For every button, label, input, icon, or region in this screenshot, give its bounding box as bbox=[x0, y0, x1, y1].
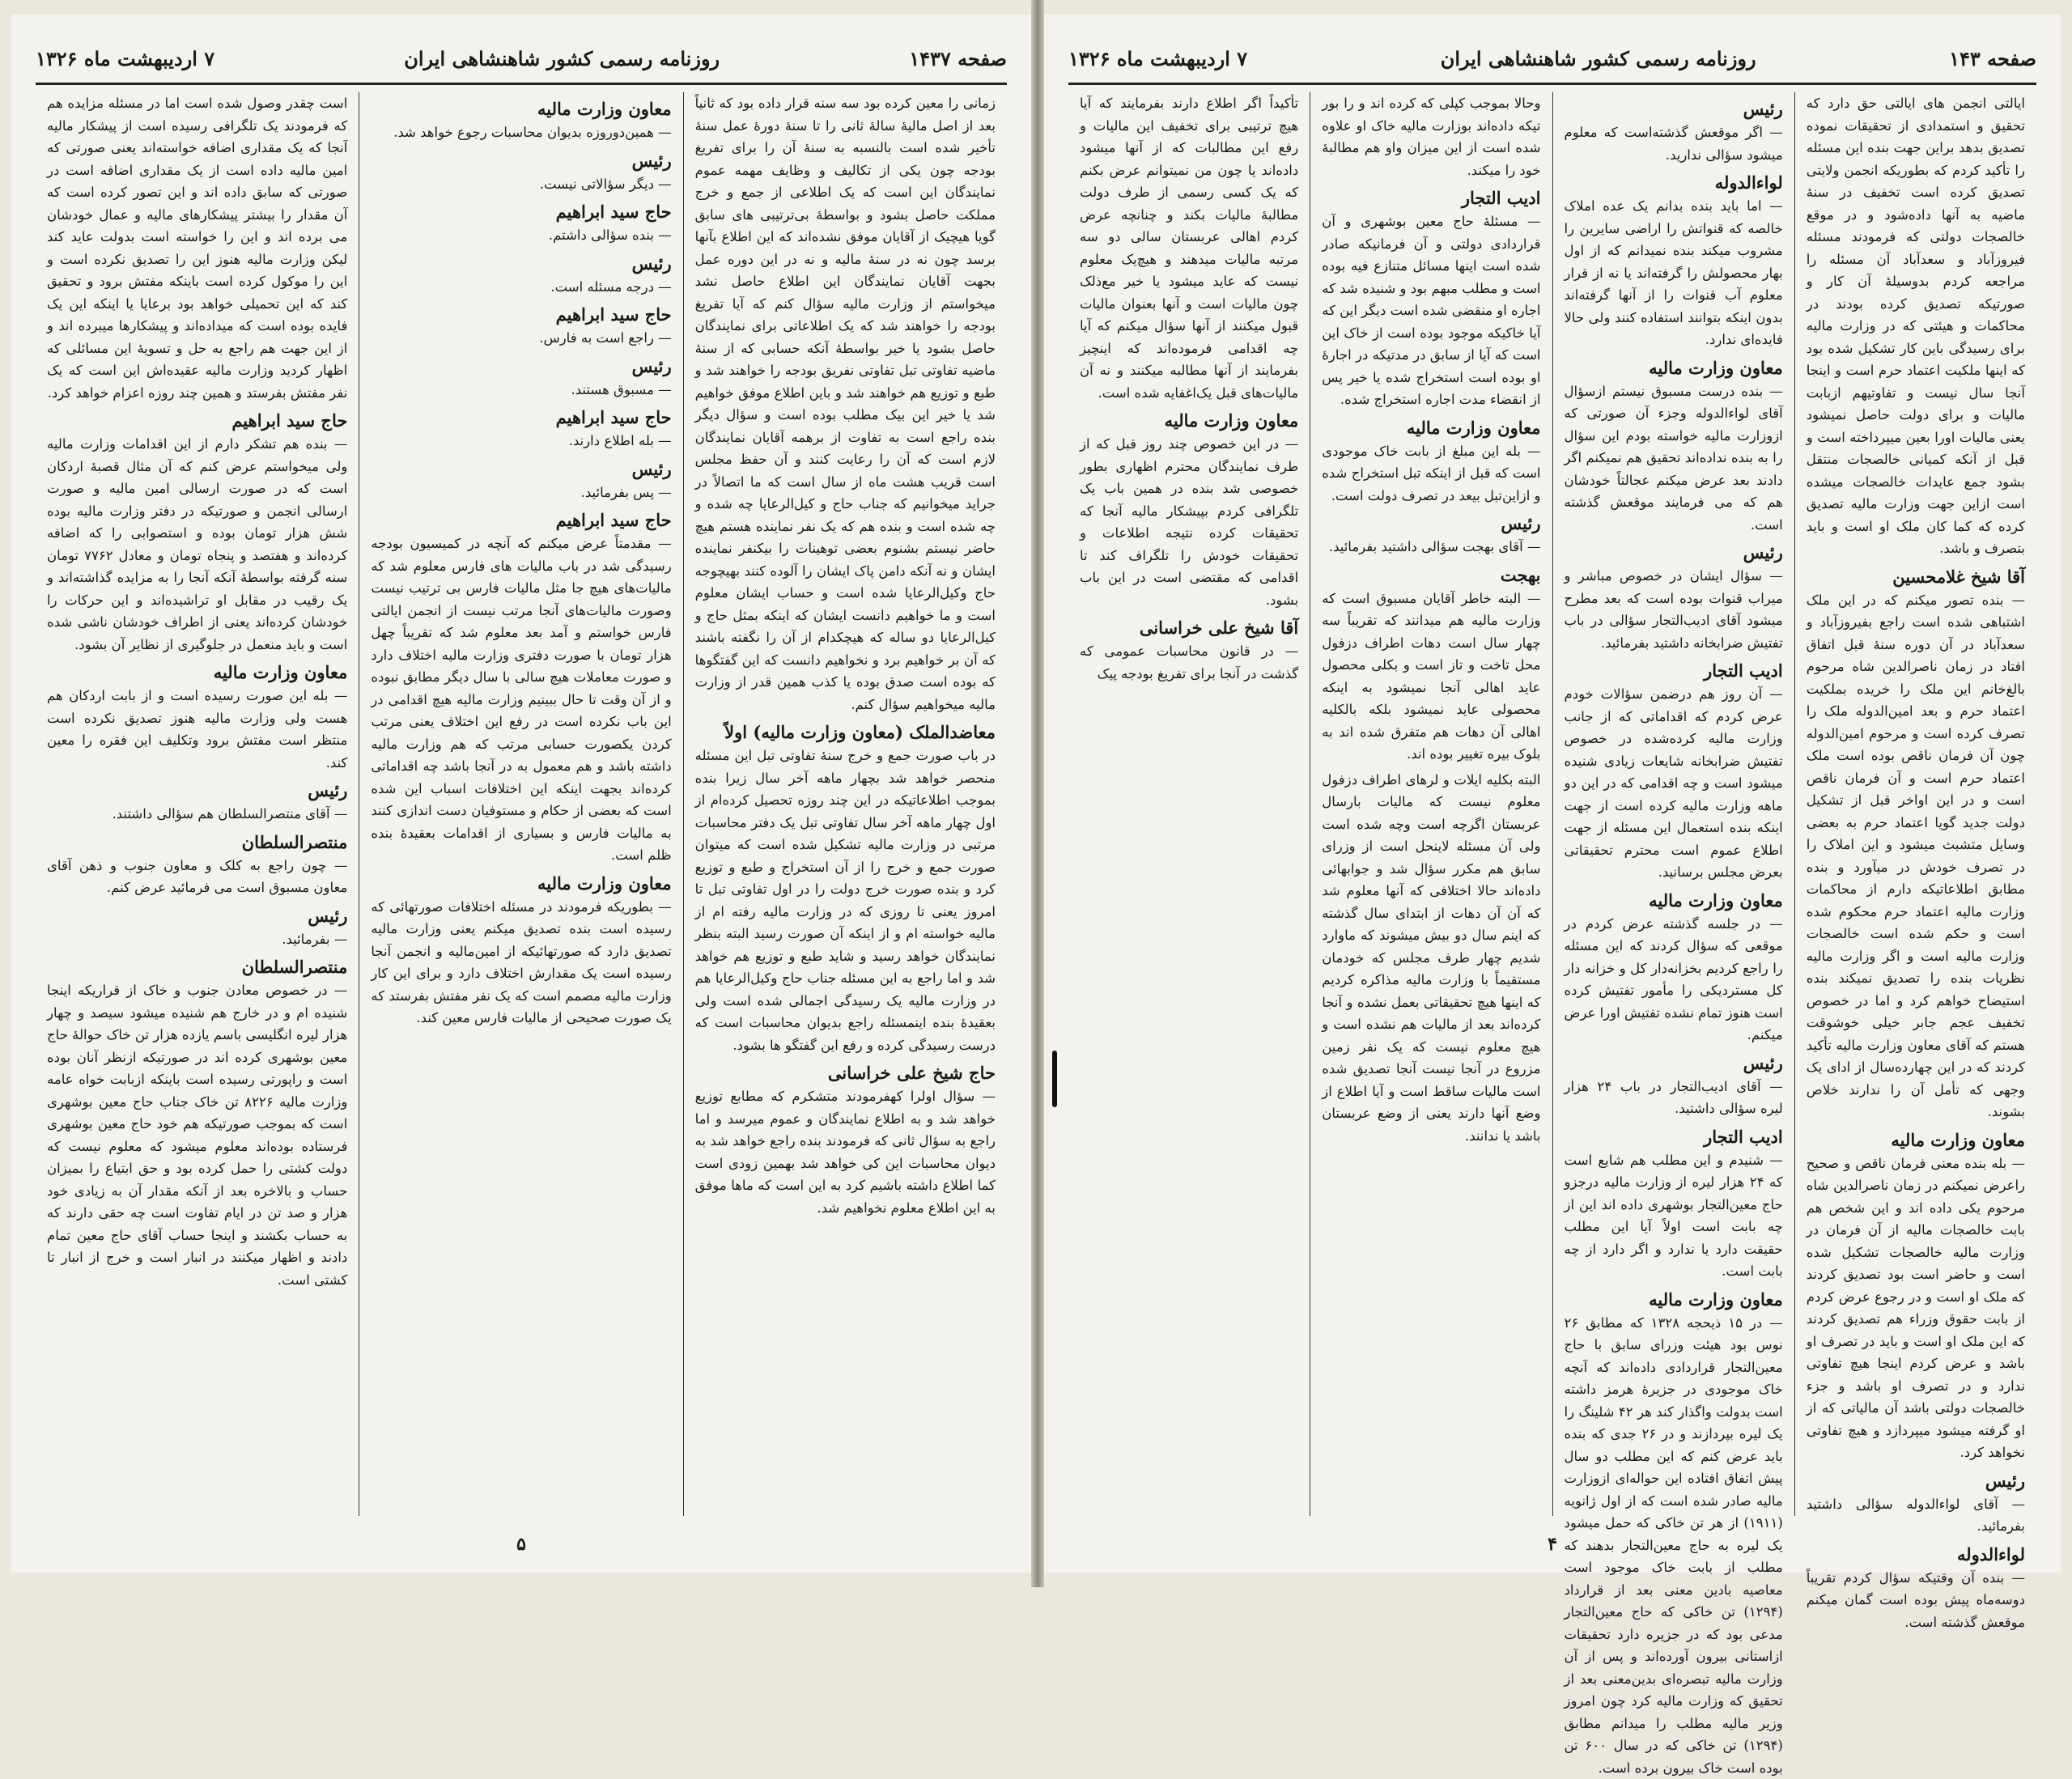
speaker-name: رئیس bbox=[1322, 512, 1540, 536]
paragraph-text: وحالا بموجب کپلی که کرده اند و را بور تیکه داده‌اند بوزارت مالیه خاک او علاوه شده است از این میزان واو هم مطالبهٔ خود را میکند. bbox=[1322, 92, 1540, 181]
speaker-name: رئیس bbox=[371, 457, 671, 482]
right-column-4 bbox=[1068, 92, 1310, 1516]
paragraph-text: — سؤال ایشان در خصوص مباشر و میراب قنوات بوده است که بعد مطرح میشود آقای ادیب‌التجار سؤالی در باب تفتیش ضرابخانه داشتید بفرمائید. bbox=[1565, 565, 1783, 654]
speaker-name: معاون وزارت مالیه bbox=[1080, 409, 1298, 433]
speaker-name: رئیس bbox=[371, 355, 671, 379]
paragraph-text: — در ۱۵ ذیحجه ۱۳۲۸ که مطابق ۲۶ نوس بود هیئت وزرای سابق با حاج معین‌التجار قراردادی داده‌اند که آنچه خاک موجودی در جزیرهٔ هرمز داشته است بدولت واگذار کند هر ۴۲ شلینگ را یک لیره بپردازند و در ۲۶ جدی که بنده باید عرض کنم که این مطلب دو سال پیش اتفاق افتاده این حواله‌ای ازوزارت مالیه صادر شده است که از اول ژانویه (۱۹۱۱) از هر تن خاکی که حمل میشود یک لیره به حاج معین‌التجار بدهند که مطلب از بابت خاک موجود است معاصیه بادین معنی بعد از قرارداد (۱۲۹۴) تن خاکی که حاج معین‌التجار مدعی بود که در جزیره دارد تحقیقات ازاستانی بیرون آورده‌اند و پس از آن وزارت مالیه تبصره‌ای بدین‌معنی بعد از تحقیق که وزارت مالیه کرد چون امروز وزیر مالیه مطلب را میدانم مطابق (۱۲۹۴) تن خاکی که در سال ۶۰۰ تن بوده است خاک بیرون برده است. bbox=[1565, 1312, 1783, 1779]
margin-ink-mark bbox=[1052, 1051, 1057, 1107]
speaker-name: معاون وزارت مالیه bbox=[47, 660, 347, 685]
paragraph-text: — بنده هم تشکر دارم از این اقدامات وزارت مالیه ولی میخواستم عرض کنم که آن مثال قصبهٔ اردکان است که در صورت ارسالی امین مالیه و صورت ارسالی انجمن و صورتیکه در دفتر وزارت مالیه بوده شش هزار تومان بوده و استصوابی را که اضافه کرده‌اند و هفتصد و پنجاه تومان و معادل ۷۷۶۲ تومان سنه گرفته بواسطهٔ آنکه آنجا را به مزایده گذاشته‌اند و یک رقیب در مقابل او تراشیده‌اند و این حرکات را خودشان کرده‌اند یعنی از اطراف خودشان ناشی شده است و باید منعمل در جلوگیری از نظایر آن بشود. bbox=[47, 433, 347, 656]
speaker-name: آقا شیخ علی خراسانی bbox=[1080, 616, 1298, 640]
speaker-name: منتصرالسلطان bbox=[47, 955, 347, 979]
speaker-name: معاون وزارت مالیه bbox=[1807, 1128, 2025, 1153]
right-newspaper-page bbox=[1044, 15, 2061, 1573]
paragraph-text: — در خصوص معادن جنوب و خاک از قراریکه اینجا شنیده ام و در خارج هم شنیده میشود سیصد و چهار هزار لیره انگلیسی باسم یازده هزار تن خاک حوالهٔ حاج معین بوشهری کرده اند در صورتیکه ازنظر آنان بوده است و راپورتی رسیده است باینکه ازبابت خواه عامه وزارت مالیه ۸۲۲۶ تن خاک جناب حاج معین بوشهری است که بموجب صورتیکه هم خود حاج معین بوشهری فرستاده بوده‌اند معلوم میشود که معلوم نیست که دولت کشتی را حمل کرده بود و حق ابتیاع را بمیزان حساب و بالاخره بعد از آنکه مقدار آن به زیادی خود هزار و صد تن در ایام تفاوت است چه حقی دارند که به حساب بکشند و اینجا حساب آقای حاج معین تمام دادند و اظهار میکنند در انبار است و خرج از انبار تا کشتی است. bbox=[47, 979, 347, 1291]
paragraph-text: تأکیداً اگر اطلاع دارند بفرمایند که آیا هیچ ترتیبی برای تخفیف این مالیات و رفع این مطالبات که از آنها میشود داده‌اند یا چون من نمیتوانم عرض بکنم که یک کسی رسمی از طرف دولت مطالبهٔ مالیات بکند و چنانچه عرض کردم اهالی عربستان سالی دو سه مرتبه مالیات میدهند و هیچ‌یک معلوم نیست که عاید میشود یا خیر مع‌ذلک چون مالیات است و آنها بعنوان مالیات قبول میکنند از آنها سؤال میکنم که آیا چه اقدامی فرموده‌اند که اینچیز بفرمایند از آنها مطالبه میکنند و نه آن مالیات‌های قبل یک‌اغفایه شده است. bbox=[1080, 92, 1298, 404]
speaker-name: رئیس bbox=[1565, 541, 1783, 565]
speaker-name: منتصرالسلطان bbox=[47, 830, 347, 855]
speaker-name: رئیس bbox=[371, 149, 671, 173]
paragraph-text: — راجع است به فارس. bbox=[371, 327, 671, 350]
speaker-name: رئیس bbox=[1807, 1469, 2025, 1493]
paragraph-text: — بله اطلاع دارند. bbox=[371, 430, 671, 452]
speaker-name: معاون وزارت مالیه bbox=[371, 872, 671, 896]
speaker-name: معاون وزارت مالیه bbox=[371, 97, 671, 121]
speaker-name: رئیس bbox=[1565, 1051, 1783, 1076]
right-header-rule bbox=[1068, 83, 2036, 85]
paragraph-text: — شنیدم و این مطلب هم شایع است که ۲۴ هزار لیره از وزارت مالیه درجزو حاج معین‌التجار بوشهری داده اند این از چه بابت است اولاً آیا این مطلب حقیقت دارد یا ندارد و اگر دارد از چه بابت است. bbox=[1565, 1149, 1783, 1283]
speaker-name: حاج سید ابراهیم bbox=[371, 508, 671, 533]
speaker-name: رئیس bbox=[47, 904, 347, 928]
paragraph-text: — آقای لواء‌الدوله سؤالی داشتید بفرمائید. bbox=[1807, 1493, 2025, 1538]
paragraph-text: — بطوریکه فرمودند در مسئله اختلافات صورتهائی که رسیده است بنده تصدیق میکنم یعنی وزارت مالیه تصدیق دارد که صورتهائیکه از امین‌مالیه و انجمن آنجا رسیده است یک مقدارش اختلاف دارد و برای این کار وزارت مالیه مصمم است که یک نفر مفتش بفرستد که یک صورت صحیحی از مالیات فارس معین کند. bbox=[371, 896, 671, 1030]
speaker-name: لواء‌الدوله bbox=[1807, 1543, 2025, 1567]
speaker-name: معاون وزارت مالیه bbox=[1565, 1288, 1783, 1312]
speaker-name: رئیس bbox=[371, 252, 671, 276]
speaker-name: ادیب التجار bbox=[1322, 186, 1540, 210]
paragraph-text: — بنده آن وقتیکه سؤال کردم تقریباً دوسه‌ماه پیش بوده است گمان میکنم موقعش گذشته است. bbox=[1807, 1567, 2025, 1634]
right-column-3 bbox=[1310, 92, 1552, 1516]
paragraph-text: — دیگر سؤالاتی نیست. bbox=[371, 173, 671, 196]
paragraph-text: — بله بنده معنی فرمان ناقص و صحیح راعرض نمیکنم در زمان ناصرالدین شاه مرحوم یکی داده اند و این شخص هم بابت خالصجات مالیه از آن فرمان در وزارت مالیه خالصجات تشکیل شده است و حاضر است بود تصدیق کردند که ملک او است و در رجوع عرض کردم از بابت حقوق وزراء هم تصدیق کردند که این ملک او است و باید در تصرف او باشد و عرض کردم اینجا هیچ تفاوتی ندارد و در تصرف او باشد و جزء خالصجات دولتی باشد آن مالیاتی که از او گرفته میشود میپردازد و هیچ تفاوتی نخواهد کرد. bbox=[1807, 1153, 2025, 1464]
speaker-name: حاج سید ابراهیم bbox=[371, 200, 671, 224]
right-column-2 bbox=[1552, 92, 1794, 1516]
left-column-2 bbox=[359, 92, 682, 1516]
speaker-name: لواء‌الدوله bbox=[1565, 171, 1783, 195]
paragraph-text: در باب صورت جمع و خرج سنهٔ تفاوتی تبل این مسئله منحصر خواهد شد بچهار ماهه آخر سال زیرا بنده بموجب اطلاعاتیکه در این چند روزه تحصیل کرده‌ام از اول چهار ماهه آخر سال تفاوتی تبل یک دفتر محاسبات مرتبی در وزارت مالیه تشکیل شده است که میتوان صورت جمع و خرج را از آن استخراج و طبع و توزیع کرد و بنده صورت خرج دولت را در اول تفاوتی تبل تا امروز یعنی تا روزی که در وزارت مالیه رفته ام از مالیه خواسته ام و از اینکه آن صورت رسید البته بنظر نمایندگان خواهد رسید و شاید طبع و توزیع هم خواهد شد و اما راجع به این مسئله جناب حاج وکیل‌الرعایا هم در وزارت مالیه یک رسیدگی اجمالی شده است ولی بعقیدهٔ بنده اینمسئله راجع بدیوان محاسبات است که درست رسیدگی کرده و رفع این گفتگو ها بشود. bbox=[695, 745, 996, 1056]
paragraph-text: — اما باید بنده بدانم یک عده املاک خالصه که قنواتش را اراضی سایرین را مشروب میکند بنده نمیدانم که از اول بهار محصولش را گرفته‌اند یا نه از قرار معلوم آب قنوات را از آنها گرفته‌اند بدون اینکه بتوانند استفاده کنند ولی حالا فایده‌ای ندارد. bbox=[1565, 195, 1783, 351]
left-header-rule bbox=[36, 83, 1007, 85]
paragraph-text: زمانی را معین کرده بود سه سنه قرار داده بود که ثانیاً بعد از اصل مالیهٔ سالهٔ ثانی را تا سنهٔ دورهٔ عمل سنهٔ تأخیر شده است بالنسبه به سنهٔ آن را برای تفریغ بودجه چون یکی از تکالیف و وظایف مهمه عموم نمایندگان این است که یک اطلاعی از جمع و خرج مملکت حاصل بشود و بواسطهٔ بی‌ترتیبی های سابق گویا هیچیک از آقایان موفق نشده‌اند که این اطلاع بآنها برسد چون نه در سنهٔ مالیه و نه در این دوره عمل بجهت آقایان نمایندگان این اطلاع حاصل نشد میخواستم از وزارت مالیه سؤال کنم که آیا تفریغ بودجه را خواهند شد که یک اطلاعاتی برای نمایندگان حاصل بشود یا خیر بواسطهٔ آنکه حسابی که از سنهٔ ماضیه تفاوتی تبل تفاوتی نفریق بودجه را خواهند شد و طبع و توزیع هم خواهند شد و باین اطلاع موفق خواهیم شد یا خیر این بیک مطلب بوده است و سؤال دیگر بنده راجع است به تفاوت از برهمه آقایان نمایندگان لازم است که آن را رعایت کنند و آن حفظ مجلس است قریب هشت ماه از سال است که ما اتصالاً در جراید میخوانیم که جناب حاج و کیل‌الرعایا چه شده و چه شده است و بنده هم که یک نفر نماینده هستم هیچ حاضر نیستم بشنوم بعضی توهینات را بیکنفر نماینده ایشان و نه آنکه دامن پاک ایشان را آلوده کنند بهیچوجه حاج وکیل‌الرعایا شده است و حساب ایشان معلوم است و ما خواهیم دانست ایشان که اینکه بمثل حاج و کیل‌الرعایا دو ساله که هیچکدام از آن را نگفته باشند که آن بر خواهیم برد و نخواهیم دانست که این گفتگوها که بوده است صدق بوده یا کذب همین قدر از وزارت مالیه میخواهیم سؤال کنم. bbox=[695, 92, 996, 715]
paragraph-text: — البته خاطر آقایان مسبوق است که وزارت مالیه هم میدانند که تقریباً سه چهار سال است دهات اطراف دزفول محل تاخت و تاز است و بکلی محصول عاید اهالی آنجا نمیشود به اینکه محصولی عاید نمیشود بلکه بالکلیه اهالی آن دهات هم متفرق شده اند به بلوک بیره تغییر بوده اند. bbox=[1322, 588, 1540, 766]
paragraph-text: — همین‌دوروزه بدیوان محاسبات رجوع خواهد شد. bbox=[371, 121, 671, 144]
paragraph-text: است چقدر وصول شده است اما در مسئله مزایده هم که فرمودند یک تلگرافی رسیده است از پیشکار مالیه آنجا که یک مقداری اضافه خواسته‌اند یعنی صورتی که امین مالیه داده است از یک مقداری اضافه است در صورتی که سابق داده اند و این تصور کرده است که آن مقدار را بیشتر پیشکارهای مالیه و عمال خودشان می برده اند و این را خواسته است بدولت عاید کند لیکن وزارت مالیه هنوز این را تصدیق نکرده است و این را موکول کرده است باینکه مفتش برود و تحقیق کند که این تحمیلی خواهد بود برعایا یا اینکه این یک فایده بوده است که میداده‌اند و پیشکارها میبرده اند و از این جهت هم راجع به حل و تسویهٔ این مسائلی که اظهار کردید وزارت مالیه عقیده‌اش این است که یک نفر مفتش بفرستد و همین چند روزه اعزام خواهد کرد. bbox=[47, 92, 347, 404]
paragraph-text: — در قانون محاسبات عمومی که گذشت در آنجا برای تفریغ بودجه پیک‌ bbox=[1080, 640, 1298, 685]
paragraph-text: — آقای بهجت سؤالی داشتید بفرمائید. bbox=[1322, 536, 1540, 558]
paragraph-text: — سؤال اولرا کهفرمودند متشکرم که مطابع توزیع خواهد شد و به اطلاع نمایندگان و عموم میرسد و اما راجع به سؤال ثانی که فرمودند بنده راجع خواهد شد به دیوان محاسبات این کی خواهد شد بهمین زودی است کما اطلاع داشته باشیم کرد به این است که ماها موفق به این اطلاع معلوم نخواهیم شد. bbox=[695, 1085, 996, 1219]
paragraph-text: — در این خصوص چند روز قبل که از طرف نمایندگان محترم اظهاری بطور خصوصی شد بنده در همین باب یک تلگرافی کردم بپیشکار مالیه آنجا که تحقیقات کرده نتیجه اطلاعات و تحقیقات خودش را تلگراف کند تا اقدامی که مقتضی است در این باب بشود. bbox=[1080, 433, 1298, 611]
paragraph-text: — بنده درست مسبوق نیستم ازسؤال آقای لواء‌الدوله وجزء آن صورتی که ازوزارت مالیه خواسته بودم این سؤال را به بنده نداده‌اند تحقیق هم نمیکنم اگر دادند بعد عرض میکنم عجالتاً خودشان هم که می فرمایند موقعش گذشته است. bbox=[1565, 380, 1783, 537]
left-page-number: ۵ bbox=[11, 1534, 1031, 1555]
paragraph-text: — بنده سؤالی داشتم. bbox=[371, 224, 671, 247]
speaker-name: رئیس bbox=[1565, 97, 1783, 121]
right-page-title: روزنامه رسمی کشور شاهنشاهی ایران bbox=[1441, 47, 1756, 70]
left-page-label: صفحه ۱۴۳۷ bbox=[909, 47, 1007, 70]
left-page-date: ۷ اردیبهشت ماه ۱۳۲۶ bbox=[36, 47, 214, 70]
paragraph-text: — مسبوق هستند. bbox=[371, 379, 671, 401]
paragraph-text: — آقای ادیب‌التجار در باب ۲۴ هزار لیره سؤالی داشتید. bbox=[1565, 1076, 1783, 1120]
speaker-name: ادیب التجار bbox=[1565, 659, 1783, 683]
speaker-name: رئیس bbox=[47, 779, 347, 803]
speaker-name: معاضدالملک (معاون وزارت مالیه) اولاً bbox=[695, 720, 996, 745]
paragraph-text: — مسئلهٔ حاج معین بوشهری و آن قراردادی دولتی و آن فرمانیکه صادر شده است اینها مسائل متنازع فیه بوده است و مطلب مبهم بود و شنیده شد که اجاره او منقضی شده است دیگر این که آیا خاکیکه موجود بوده است از خاک این است که آیا از سابق در مدتیکه در اجارهٔ او بوده است استخراج شده یا خیر پس از انقضاء مدت اجاره استخراج شده. bbox=[1322, 210, 1540, 411]
speaker-name: معاون وزارت مالیه bbox=[1565, 356, 1783, 380]
speaker-name: حاج سید ابراهیم bbox=[371, 405, 671, 430]
right-page-date: ۷ اردیبهشت ماه ۱۳۲۶ bbox=[1068, 47, 1247, 70]
paragraph-text: — اگر موقعش گذشته‌است که معلوم میشود سؤالی ندارید. bbox=[1565, 121, 1783, 166]
paragraph-text: — در جلسه گذشته عرض کردم در موقعی که سؤال کردند که این مسئله را راجع کردیم بخزانه‌دار کل و خزانه دار کل مستردیکی را مأمور تفتیش کرده است هنوز تمام نشده تفتیش اورا عرض میکنم. bbox=[1565, 913, 1783, 1047]
paragraph-text: — بله این صورت رسیده است و از بابت اردکان هم هست ولی وزارت مالیه هنوز تصدیق نکرده است منتظر است مفتش برود وتکلیف این فقره را معین کند. bbox=[47, 685, 347, 774]
left-column-3 bbox=[36, 92, 359, 1516]
speaker-name: حاج سید ابراهیم bbox=[371, 303, 671, 327]
speaker-name: آقا شیخ غلامحسین bbox=[1807, 565, 2025, 589]
paragraph-text: — چون راجع به کلک و معاون جنوب و ذهن آقای معاون مسبوق است می فرمائید عرض کنم. bbox=[47, 855, 347, 899]
speaker-name: ادیب التجار bbox=[1565, 1125, 1783, 1149]
paragraph-text: ایالتی انجمن های ایالتی حق دارد که تحقیق و استمدادی از تحقیقات نموده تصدیق بدهد براین جهت بنده این مسئله را تأکید کردم که بطوریکه انجمن ولایتی تصدیق کرده است تخفیف در سنهٔ ماضیه به آنها داده‌شود و در موقع خالصجات دولتی که فرمودند مسئله فیروزآباد و سعدآباد آن مسئله را مراجعه کردم بدوسیلهٔ آن کار و صورتیکه تصدیق کرده بودند در محاکمات و هیئتی که در وزارت مالیه برای رسیدگی باین کار تشکیل شده بود که اینها ملکیت اعتماد حرم است و اینجا آنجا سال نیست و تفاوتیهم ازبابت مالیات و برای دولت حاصل نمیشود یعنی مالیات اورا بعین میپرداخته است و قبل از آنکه کمیانی خالصجات منتقل بشود جمع عایدات خالصجات میشده است ازاین جهت وزارت مالیه تصدیق کرده که کما کان ملک او است و باید بتصرف و باشد. bbox=[1807, 92, 2025, 560]
paragraph-text: — پس بفرمائید. bbox=[371, 482, 671, 504]
paragraph-text: — درجه مسئله است. bbox=[371, 276, 671, 299]
left-newspaper-page bbox=[11, 15, 1031, 1573]
left-page-columns bbox=[36, 92, 1007, 1516]
paragraph-text: البته بکلیه ایلات و لرهای اطراف دزفول معلوم نیست که مالیات بارسال عربستان اگرچه است وچه شده است ولی آن مسئله لاینحل است از وزرای سابق هم مکرر سؤال شد و جوابهائی داده‌اند حالا اختلافی که آنها معلوم شد که آن آن دهات از ابتدای سال گذشته که اینم سال دو بیش میشوند که ماوارد شدیم چهار طرف مجلس که خودمان مستقیماً با وزارت مالیه مذاکره کردیم که اینها هیچ تحقیقاتی بعمل نشده و آنجا کرده‌اند بعد از مالیات هم نشده است و هیچ معلوم نیست که یک نفر زمین مزروع در آنجا نیست آنجا تصدیق شده است مالیات ساقط است و آیا اطلاع از وضع آنها دارند یعنی از وضع عربستان باشد یا ندانند. bbox=[1322, 769, 1540, 1148]
paragraph-text: — بفرمائید. bbox=[47, 928, 347, 951]
paragraph-text: — آقای منتصرالسلطان هم سؤالی داشتند. bbox=[47, 803, 347, 826]
right-page-columns bbox=[1068, 92, 2036, 1516]
left-column-1 bbox=[683, 92, 1007, 1516]
book-spine bbox=[1031, 0, 1044, 1587]
right-page-number: ۴ bbox=[1044, 1534, 2061, 1555]
paragraph-text: — مقدمتاً عرض میکنم که آنچه در کمیسیون بودجه رسیدگی شد در باب مالیات های فارس معلوم شد که مالیات‌های هیچ جا مثل مالیات فارس بی ترتیب نیست وصورت مالیات‌های آنجا مرتب نیست از انجمن ایالتی فارس خواستم و آمد بعد معلوم شد که تقریباً چهل هزار تومان با صورت دفتری وزارت مالیه اختلاف دارد و صورت معاملات هیچ سالی با سال دیگر مطابق نبوده و از آن وقت تا حال ببینیم وزارت مالیه هیچ اقدامی در این باب نکرده است در رفع این اختلاف یعنی مرتب کردن یکصورت حسابی مرتب که هم وزارت مالیه داشته باشد و هم معمول به در آنجا باشد چه اقداماتی کرده‌اند بجهت اینکه این اختلافات اسباب این شده است که بعضی از حکام و مستوفیان دست اندازی کنند به مالیات فارس و بسیاری از اقدامات بعقیدهٔ بنده ظلم است. bbox=[371, 533, 671, 867]
left-page-title: روزنامه رسمی کشور شاهنشاهی ایران bbox=[404, 47, 720, 70]
right-page-label: صفحه ۱۴۳ bbox=[1949, 47, 2036, 70]
left-page-header bbox=[36, 39, 1007, 78]
speaker-name: معاون وزارت مالیه bbox=[1565, 889, 1783, 913]
paragraph-text: — بنده تصور میکنم که در این ملک اشتباهی شده است راجع بفیروزآباد و سعدآباد در آن دوره سنهٔ قبل اتفاق افتاد در زمان ناصرالدین شاه مرحوم بالغ‌خانم این ملک را خریده بملکیت اعتماد حرم و بعد امین‌الدوله ملک را تصرف کرده است و مرحوم امین‌الدوله چون آن فرمان ناقص بوده است ملک اعتماد حرم است و آن فرمان ناقص است و در این اواخر قبل از تشکیل دولت جدید گویا اعتماد حرم به بعضی وسایل متشبث میشود و این املاک را در تصرف خودش در میآورد و بنده مطابق اطلاعاتیکه دارم از محاکمات وزارت مالیه اعتماد حرم محکوم شده است و حکم شده است خالصجات وزارت مالیه است و اگر وزارت مالیه نظریات بنده را تصدیق نمیکند بنده استیضاح خواهم کرد و اما در خصوص تخفیف عجم جابر خیلی خوشوقت هستم که آقای معاون وزارت مالیه تأکید کردند که در این چهارده‌سال از ادای یک وجهی که تأمل آن را ندارند خلاص بشوند. bbox=[1807, 589, 2025, 1123]
right-column-1 bbox=[1794, 92, 2036, 1516]
speaker-name: معاون وزارت مالیه bbox=[1322, 416, 1540, 440]
speaker-name: حاج سید ابراهیم bbox=[47, 409, 347, 433]
speaker-name: بهجت bbox=[1322, 563, 1540, 588]
paragraph-text: — بله این مبلغ از بابت خاک موجودی است که قبل از اینکه تبل استخراج شده و ازاین‌تبل بیعد در تصرف دولت است. bbox=[1322, 440, 1540, 507]
right-page-header bbox=[1068, 39, 2036, 78]
speaker-name: حاج شیخ علی خراسانی bbox=[695, 1061, 996, 1085]
paragraph-text: — آن روز هم درضمن سؤالات خودم عرض کردم که اقداماتی که از جانب وزارت مالیه کرده‌شده در خصوص تفتیش ضرابخانه شایعات زیادی شنیده میشود است و چه اقدامی که در این دو ماهه وزارت مالیه کرده است از جهت اینکه بنده استعمال این مسئله از جهت اطلاع عموم است محترم تحقیقاتی بعرض مجلس برسانید. bbox=[1565, 683, 1783, 884]
